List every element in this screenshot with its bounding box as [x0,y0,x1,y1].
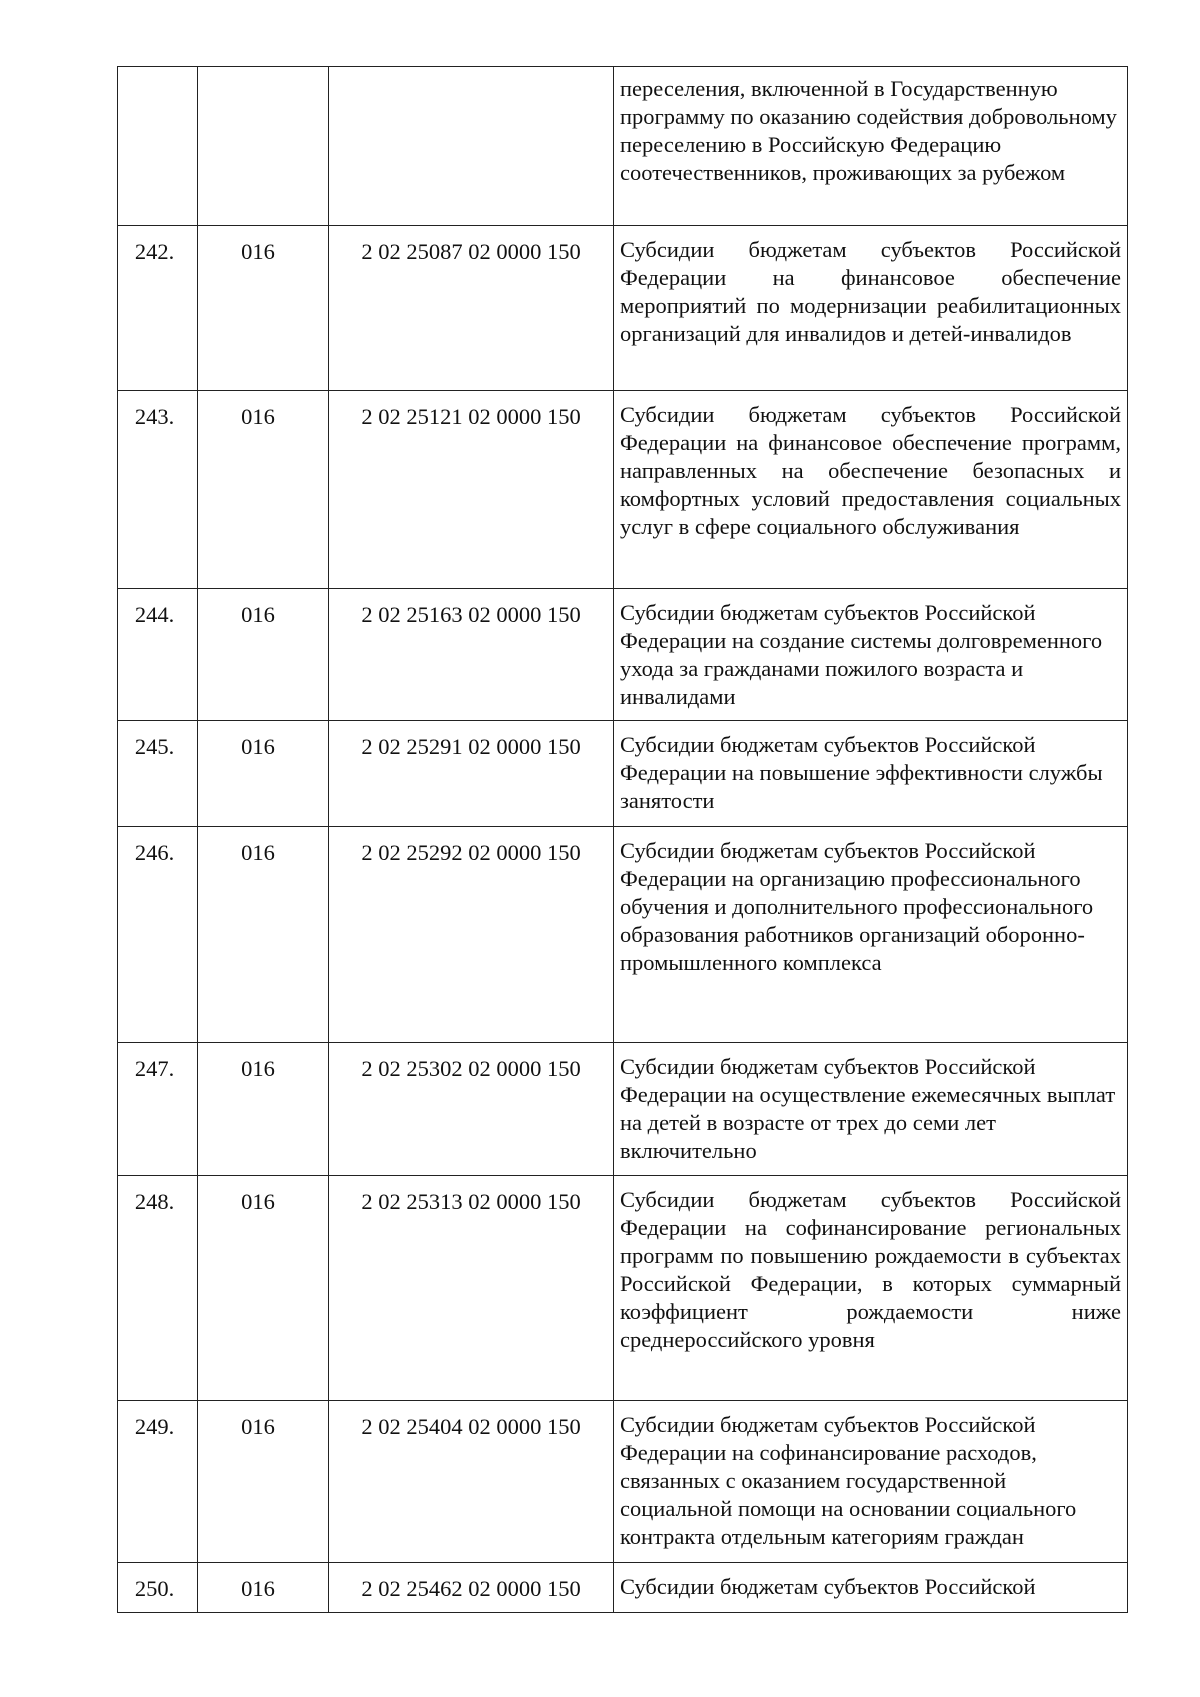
description-cell [614,67,1128,226]
revenue-code: 2 02 25163 02 0000 150 [329,589,614,721]
row-number: 247. [118,1043,198,1176]
admin-code: 016 [198,1176,329,1401]
admin-code: 016 [198,226,329,391]
admin-code: 016 [198,1563,329,1613]
row-description: Субсидии бюджетам субъектов Российской Федерации на софинансирование региональных программ по повышению рождаемости в субъектах Российской Федерации, в которых суммарный коэффициент рождаемости ниже среднероссийского уровня [620,1187,1121,1352]
row-number: 243. [118,391,198,589]
revenue-code: 2 02 25404 02 0000 150 [329,1401,614,1563]
row-number: 249. [118,1401,198,1563]
row-number [118,67,198,226]
description-cell [614,1563,1128,1613]
table-row [118,1043,1128,1176]
revenue-code: 2 02 25302 02 0000 150 [329,1043,614,1176]
admin-code: 016 [198,721,329,827]
admin-code: 016 [198,1043,329,1176]
revenue-code: 2 02 25087 02 0000 150 [329,226,614,391]
row-description: переселения, включенной в Государственную программу по оказанию содействия добровольному переселению в Российскую Федерацию соотечественников, проживающих за рубежом [620,76,1117,185]
table-row [118,67,1128,226]
admin-code [198,67,329,226]
table-row [118,721,1128,827]
table-row [118,1176,1128,1401]
row-number: 244. [118,589,198,721]
row-number: 248. [118,1176,198,1401]
table-row [118,391,1128,589]
description-cell [614,721,1128,827]
admin-code: 016 [198,1401,329,1563]
admin-code: 016 [198,391,329,589]
row-number: 242. [118,226,198,391]
revenue-code: 2 02 25291 02 0000 150 [329,721,614,827]
revenue-code: 2 02 25292 02 0000 150 [329,827,614,1043]
table-row [118,589,1128,721]
row-description: Субсидии бюджетам субъектов Российской Федерации на финансовое обеспечение программ, направленных на обеспечение безопасных и комфортных условий предоставления социальных услуг в сфере социального обслуживания [620,402,1121,539]
row-description: Субсидии бюджетам субъектов Российской Федерации на повышение эффективности службы занятости [620,732,1103,813]
row-number: 250. [118,1563,198,1613]
revenue-code: 2 02 25313 02 0000 150 [329,1176,614,1401]
description-cell [614,589,1128,721]
row-description: Субсидии бюджетам субъектов Российской Федерации на создание системы долговременного ухода за гражданами пожилого возраста и инвалидами [620,600,1103,709]
revenue-code [329,67,614,226]
row-description: Субсидии бюджетам субъектов Российской Федерации на организацию профессионального обучения и дополнительного профессионального образования работников организаций оборонно-промышленного комплекса [620,838,1094,975]
admin-code: 016 [198,589,329,721]
table-row [118,1401,1128,1563]
description-cell [614,1401,1128,1563]
description-cell [614,391,1128,589]
description-cell [614,1043,1128,1176]
row-number: 246. [118,827,198,1043]
revenue-code: 2 02 25121 02 0000 150 [329,391,614,589]
description-cell [614,1176,1128,1401]
description-cell [614,827,1128,1043]
revenue-codes-table [117,66,1128,1613]
row-number: 245. [118,721,198,827]
table-row [118,226,1128,391]
row-description: Субсидии бюджетам субъектов Российской Федерации на осуществление ежемесячных выплат на детей в возрасте от трех до семи лет включительно [620,1054,1116,1163]
table-row [118,827,1128,1043]
admin-code: 016 [198,827,329,1043]
revenue-code: 2 02 25462 02 0000 150 [329,1563,614,1613]
row-description: Субсидии бюджетам субъектов Российской [620,1574,1036,1599]
table-row [118,1563,1128,1613]
description-cell [614,226,1128,391]
row-description: Субсидии бюджетам субъектов Российской Федерации на финансовое обеспечение мероприятий по модернизации реабилитационных организаций для инвалидов и детей-инвалидов [620,237,1121,346]
row-description: Субсидии бюджетам субъектов Российской Федерации на софинансирование расходов, связанных с оказанием государственной социальной помощи на основании социального контракта отдельным категориям граждан [620,1412,1077,1549]
